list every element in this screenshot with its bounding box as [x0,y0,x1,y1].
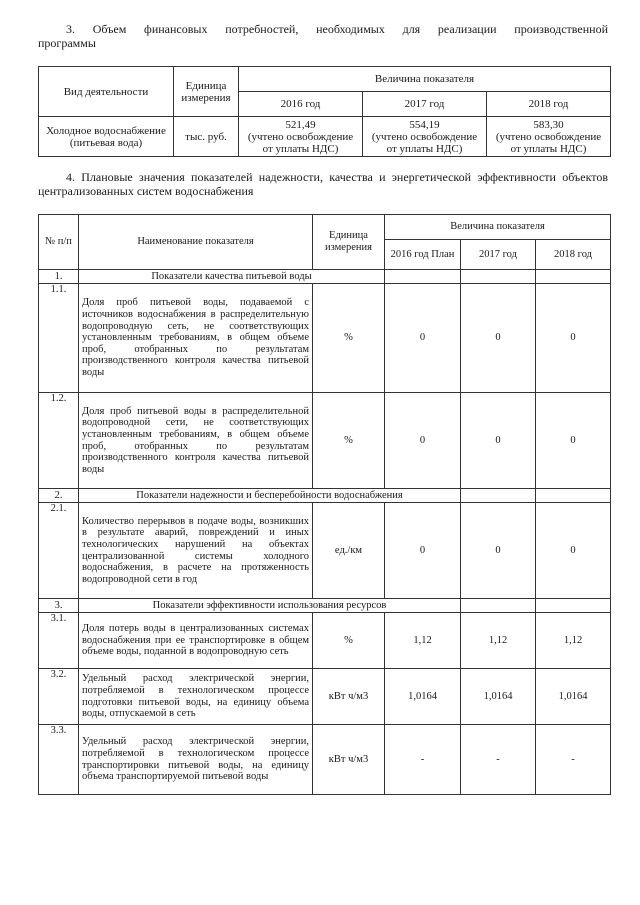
row-value-2017: - [461,725,536,795]
indicators-table [38,214,611,795]
table-row [39,284,611,393]
table-row [39,503,611,599]
row-value-2017: 0 [461,503,536,599]
year-header: 2016 год План [385,240,461,270]
group-num: 2. [39,489,79,503]
section3-heading-line1: 3. Объем финансовых потребностей, необходимых для реализации производственной [66,22,608,36]
col-unit-header: Единица измерения [174,67,239,117]
row-name: Удельный расход электрической энергии, потребляемой в технологическом процессе подготовки питьевой воды, на единицу объема воды, отпускаемой в сеть [79,669,313,725]
row-value-2018: - [536,725,611,795]
value-note: (учтено освобождение от уплаты НДС) [371,130,478,155]
group-row [39,270,611,284]
row-name: Доля проб питьевой воды, подаваемой с источников водоснабжения в распределительную водопроводную сеть, не соответствующих установленным требованиям, в общем объеме проб, отобранных по результатам производственного контроля качества питьевой воды [79,284,313,393]
table-row [39,725,611,795]
row-value-2016: 0 [385,393,461,489]
year-header: 2017 год [461,240,536,270]
group-num: 1. [39,270,79,284]
table-row [39,117,611,157]
group-title: Показатели надежности и бесперебойности водоснабжения [79,489,461,503]
col-value-header: Величина показателя [385,215,611,240]
table-row [39,393,611,489]
row-name: Доля потерь воды в централизованных системах водоснабжения при ее транспортировке в общем объеме воды, поданной в водопроводную сеть [79,613,313,669]
unit-cell: тыс. руб. [174,117,239,157]
row-num: 3.3. [39,725,79,795]
row-unit: % [313,393,385,489]
group-row [39,599,611,613]
group-row [39,489,611,503]
row-value-2017: 0 [461,393,536,489]
section3-heading [38,22,608,50]
col-num-header: № п/п [39,215,79,270]
value-note: (учтено освобождение от уплаты НДС) [495,130,602,155]
empty-cell [385,270,461,284]
row-value-2017: 1,12 [461,613,536,669]
empty-cell [461,270,536,284]
empty-cell [536,270,611,284]
row-unit: % [313,613,385,669]
row-value-2018: 1,0164 [536,669,611,725]
row-value-2017: 0 [461,284,536,393]
row-value-2018: 1,12 [536,613,611,669]
empty-cell [536,599,611,613]
row-value-2016: 0 [385,284,461,393]
year-header: 2017 год [363,92,487,117]
row-value-2016: 1,12 [385,613,461,669]
row-value-2018: 0 [536,393,611,489]
value-amount: 583,30 [533,118,564,131]
col-name-header: Наименование показателя [79,215,313,270]
activity-cell: Холодное водоснабжение (питьевая вода) [39,117,174,157]
row-num: 1.1. [39,284,79,393]
row-unit: кВт ч/м3 [313,669,385,725]
financial-needs-table [38,66,611,157]
row-value-2018: 0 [536,284,611,393]
row-value-2017: 1,0164 [461,669,536,725]
row-name: Доля проб питьевой воды в распределительной водопроводной сети, не соответствующих установленным требованиям, в общем объеме проб, отобранных по результатам производственного контроля качества питьевой воды [79,393,313,489]
row-value-2016: - [385,725,461,795]
col-activity-header: Вид деятельности [39,67,174,117]
group-title: Показатели качества питьевой воды [79,270,385,284]
group-num: 3. [39,599,79,613]
section4-heading [38,170,608,198]
empty-cell [536,489,611,503]
row-value-2016: 1,0164 [385,669,461,725]
section3-heading-line2: программы [38,36,96,50]
row-num: 3.2. [39,669,79,725]
value-amount: 554,19 [409,118,440,131]
value-cell [363,117,487,157]
row-unit: ед./км [313,503,385,599]
value-cell [487,117,611,157]
year-header: 2018 год [536,240,611,270]
group-title: Показатели эффективности использования ресурсов [79,599,461,613]
row-name: Количество перерывов в подаче воды, возникших в результате аварий, повреждений и иных технологических нарушений на объектах централизованной системы холодного водоснабжения, в расчете на протяженность водопроводной сети в год [79,503,313,599]
col-unit-header: Единица измерения [313,215,385,270]
table-row [39,669,611,725]
empty-cell [461,599,536,613]
empty-cell [461,489,536,503]
value-amount: 521,49 [285,118,316,131]
col-value-header: Величина показателя [239,67,611,92]
row-num: 3.1. [39,613,79,669]
row-value-2016: 0 [385,503,461,599]
row-name: Удельный расход электрической энергии, потребляемой в технологическом процессе транспортировки питьевой воды, на единицу объема транспортируемой питьевой воды [79,725,313,795]
value-note: (учтено освобождение от уплаты НДС) [247,130,354,155]
row-value-2018: 0 [536,503,611,599]
table-row [39,613,611,669]
value-cell [239,117,363,157]
row-num: 2.1. [39,503,79,599]
row-unit: % [313,284,385,393]
row-unit: кВт ч/м3 [313,725,385,795]
year-header: 2018 год [487,92,611,117]
row-num: 1.2. [39,393,79,489]
section4-heading-text: 4. Плановые значения показателей надежности, качества и энергетической эффективности объектов централизованных систем водоснабжения [38,170,608,198]
year-header: 2016 год [239,92,363,117]
